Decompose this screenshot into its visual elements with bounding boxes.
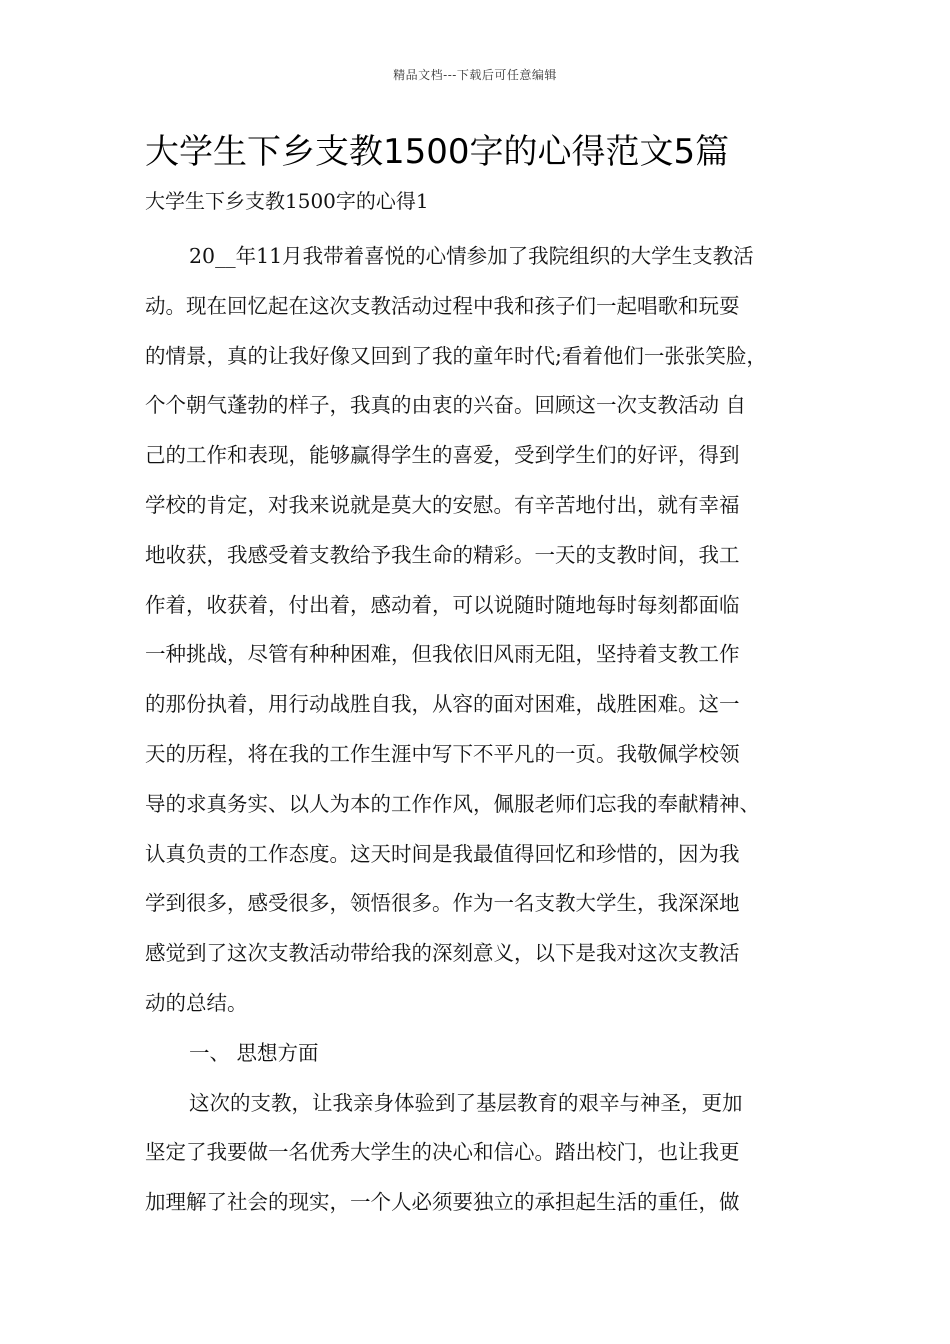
paragraph-line: 动。现在回忆起在这次支教活动过程中我和孩子们一起唱歌和玩耍: [145, 293, 740, 318]
paragraph-line: 这次的支教，让我亲身体验到了基层教育的艰辛与神圣，更加: [189, 1090, 743, 1115]
header-note: 精品文档---下载后可任意编辑: [393, 68, 557, 82]
paragraph-line: 感觉到了这次支教活动带给我的深刻意义，以下是我对这次支教活: [145, 941, 740, 966]
paragraph-line: 的那份执着，用行动战胜自我，从容的面对困难，战胜困难。这一: [145, 692, 740, 717]
section-heading: 一、 思想方面: [189, 1040, 319, 1065]
paragraph-line: 20__年11月我带着喜悦的心情参加了我院组织的大学生支教活: [189, 244, 754, 268]
paragraph-line: 加理解了社会的现实，一个人必须要独立的承担起生活的重任，做: [145, 1190, 740, 1215]
paragraph-line: 认真负责的工作态度。这天时间是我最值得回忆和珍惜的，因为我: [145, 841, 740, 866]
paragraph-line: 学到很多，感受很多，领悟很多。作为一名支教大学生，我深深地: [145, 891, 740, 916]
body-text: [145, 232, 810, 1228]
paragraph-line: 导的求真务实、以人为本的工作作风，佩服老师们忘我的奉献精神、: [145, 791, 760, 816]
paragraph-line: 己的工作和表现，能够赢得学生的喜爱，受到学生们的好评，得到: [145, 443, 740, 468]
paragraph-line: 地收获，我感受着支教给予我生命的精彩。一天的支教时间，我工: [145, 542, 740, 567]
paragraph-line: 个个朝气蓬勃的样子，我真的由衷的兴奋。回顾这一次支教活动 自: [145, 393, 747, 418]
paragraph-line: 一种挑战，尽管有种种困难，但我依旧风雨无阻，坚持着支教工作: [145, 642, 740, 667]
section-subtitle: 大学生下乡支教1500字的心得1: [145, 189, 429, 213]
paragraph-line: 坚定了我要做一名优秀大学生的决心和信心。踏出校门，也让我更: [145, 1140, 740, 1165]
paragraph-line: 天的历程，将在我的工作生涯中写下不平凡的一页。我敬佩学校领: [145, 741, 740, 766]
document-title: 大学生下乡支教1500字的心得范文5篇: [145, 132, 730, 172]
paragraph-line: 动的总结。: [145, 990, 248, 1015]
paragraph-line: 的情景，真的让我好像又回到了我的童年时代;看着他们一张张笑脸，: [145, 343, 767, 368]
paragraph-line: 作着，收获着，付出着，感动着，可以说随时随地每时每刻都面临: [145, 592, 740, 617]
paragraph-line: 学校的肯定，对我来说就是莫大的安慰。有辛苦地付出，就有幸福: [145, 492, 740, 517]
